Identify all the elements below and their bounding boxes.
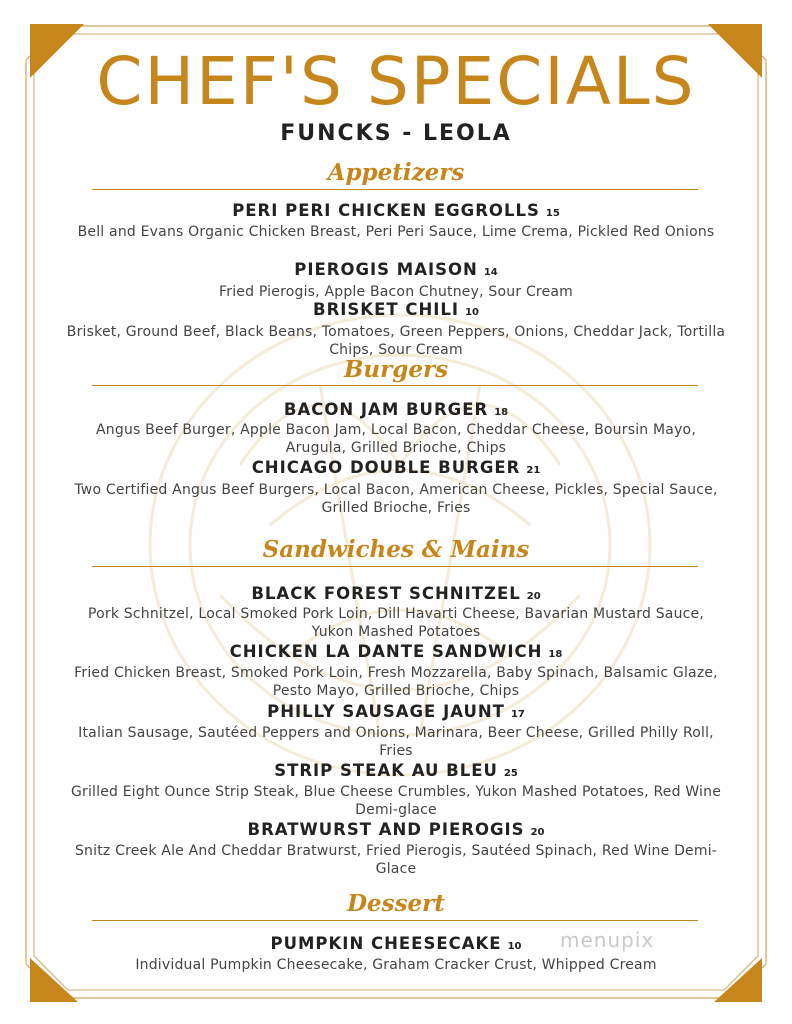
menu-item-name: CHICAGO DOUBLE BURGER 21 [251,458,541,477]
menu-item-price: 14 [483,267,498,278]
menu-item-price: 10 [465,307,479,318]
section-divider [92,920,698,921]
menu-item-price: 18 [548,649,563,660]
restaurant-location: FUNCKS - LEOLA [280,121,512,146]
menu-item-description: Italian Sausage, Sautéed Peppers and Onions, Marinara, Beer Cheese, Grilled Philly Roll, Fries [78,725,714,759]
menu-item-name: BLACK FOREST SCHNITZEL 20 [251,584,541,603]
menu-item-description: Fried Chicken Breast, Smoked Pork Loin, Fresh Mozzarella, Baby Spinach, Balsamic Glaze, Pesto Mayo, Grilled Brioche, Chips [74,665,718,699]
menu-item-name: PUMPKIN CHEESECAKE 10 [270,934,522,953]
section-divider [92,566,698,567]
menu-item-description: Snitz Creek Ale And Cheddar Bratwurst, Fried Pierogis, Sautéed Spinach, Red Wine Demi-Glace [74,843,718,877]
menu-item-description: Pork Schnitzel, Local Smoked Pork Loin, Dill Havarti Cheese, Bavarian Mustard Sauce, Yukon Mashed Potatoes [87,606,705,640]
menu-item-description: Brisket, Ground Beef, Black Beans, Tomatoes, Green Peppers, Onions, Cheddar Jack, Tortilla Chips, Sour Cream [66,324,726,358]
section-divider [92,189,698,190]
menu-item-price: 15 [545,208,560,219]
section-title-dessert: Dessert [347,890,445,917]
menu-item-description: Angus Beef Burger, Apple Bacon Jam, Local Bacon, Cheddar Cheese, Boursin Mayo, Arugula, Grilled Brioche, Chips [96,422,696,456]
menu-item-price: 21 [526,465,541,476]
section-title-burgers: Burgers [343,356,449,383]
menu-item-name: STRIP STEAK AU BLEU 25 [274,761,518,780]
menu-item-name: BACON JAM BURGER 18 [283,400,509,419]
menu-item-price: 20 [526,591,541,602]
menu-item-price: 17 [510,709,525,720]
menu-item-name: BRISKET CHILI 10 [313,300,479,319]
menu-item-name: PIEROGIS MAISON 14 [294,260,498,279]
menu-item-price: 25 [503,768,518,779]
menu-item-price: 18 [494,407,509,418]
menu-item-description: Two Certified Angus Beef Burgers, Local Bacon, American Cheese, Pickles, Special Sauce, Grilled Brioche, Fries [74,482,718,516]
menu-item-description: Individual Pumpkin Cheesecake, Graham Cracker Crust, Whipped Cream [135,957,657,973]
menu-item-description: Fried Pierogis, Apple Bacon Chutney, Sour Cream [219,284,573,300]
menu-item-name: CHICKEN LA DANTE SANDWICH 18 [229,642,563,661]
menu-item-name: PERI PERI CHICKEN EGGROLLS 15 [232,201,560,220]
section-title-sandwiches-mains: Sandwiches & Mains [262,536,530,563]
menu-item-description: Grilled Eight Ounce Strip Steak, Blue Cheese Crumbles, Yukon Mashed Potatoes, Red Wine Demi-glace [70,784,722,818]
menu-item-name: PHILLY SAUSAGE JAUNT 17 [267,702,525,721]
menu-item-price: 10 [507,941,522,952]
menu-item-name: BRATWURST AND PIEROGIS 20 [247,820,545,839]
section-title-appetizers: Appetizers [327,159,465,186]
page-title: CHEF'S SPECIALS [96,43,696,120]
section-divider [92,385,698,386]
menu-item-price: 20 [530,827,545,838]
brand-watermark: menupix [560,928,655,952]
menu-item-description: Bell and Evans Organic Chicken Breast, Peri Peri Sauce, Lime Crema, Pickled Red Onions [77,224,715,240]
